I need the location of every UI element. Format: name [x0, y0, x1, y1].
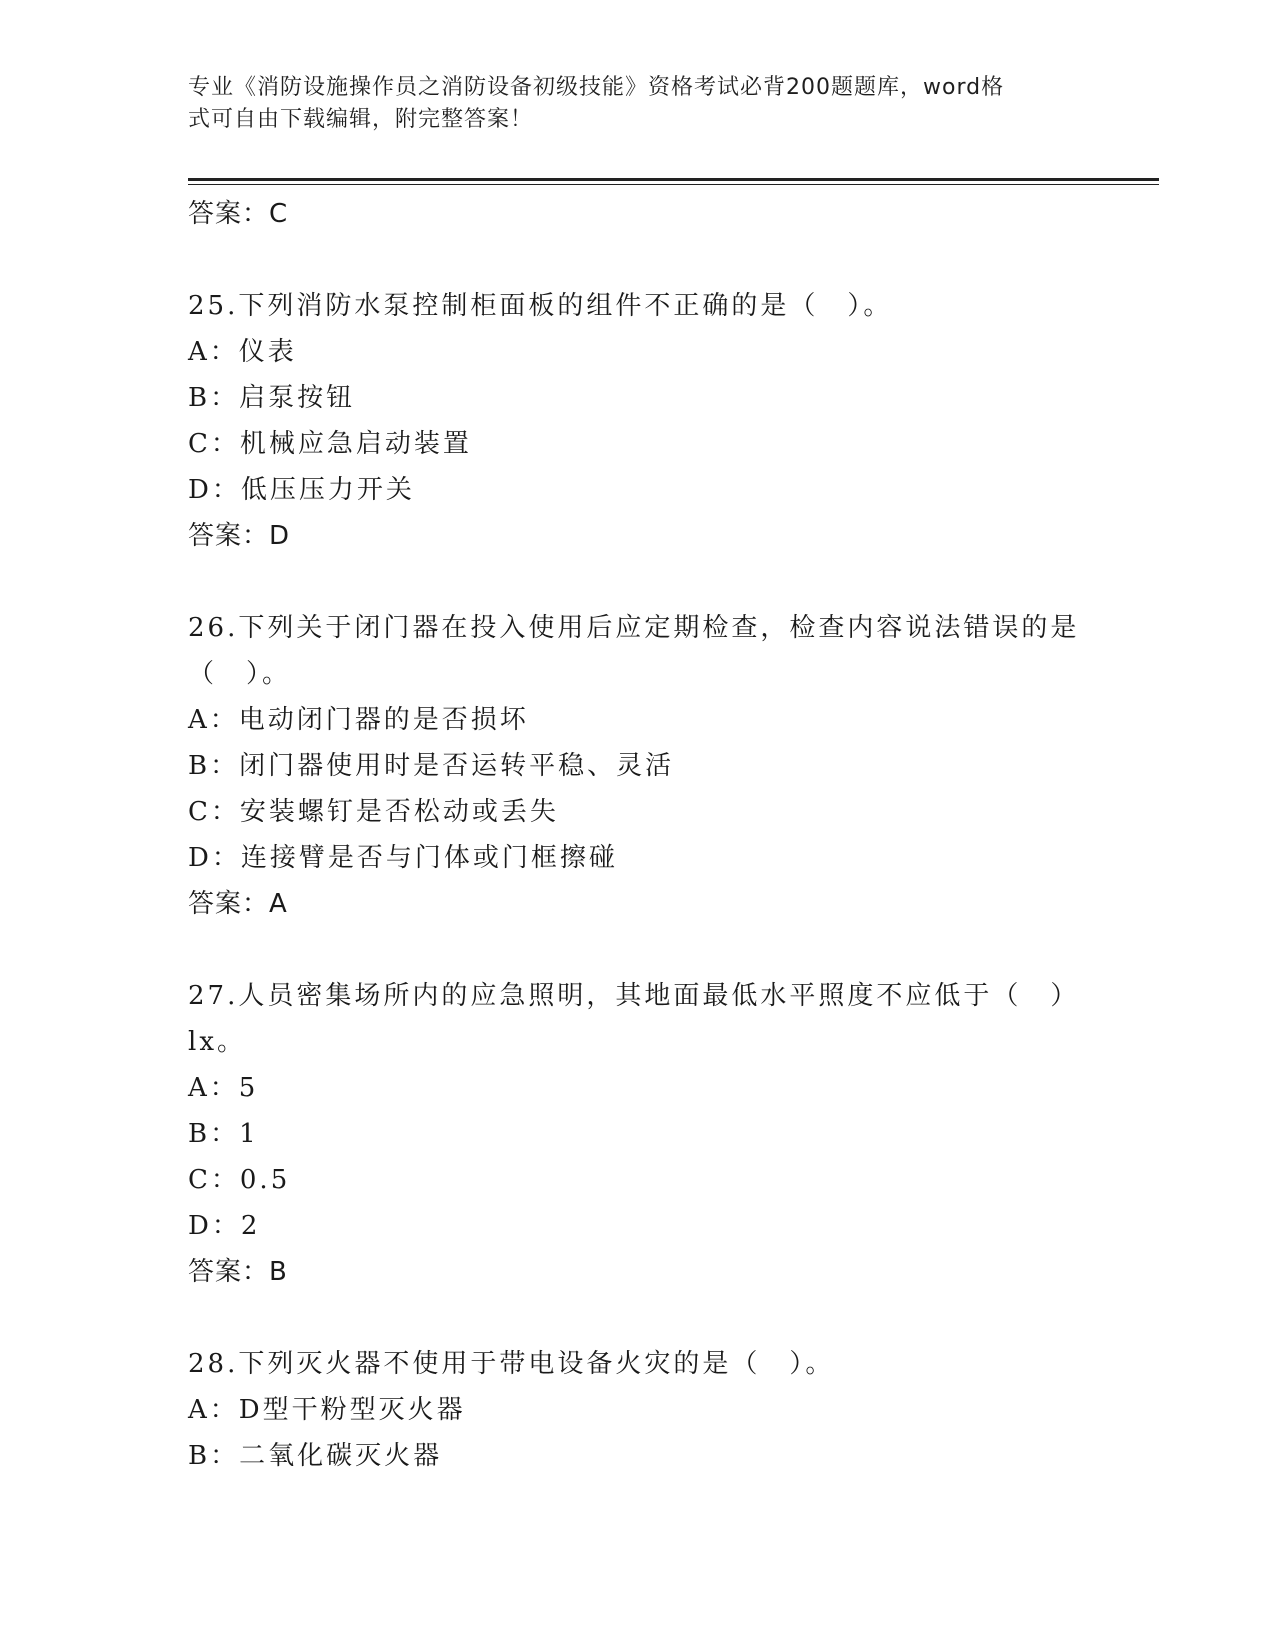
question-26 [188, 605, 1088, 927]
spacer [188, 927, 1088, 973]
answer-line [188, 881, 1088, 927]
answer-label: 答案： [188, 1257, 270, 1287]
answer-value: B [269, 1257, 288, 1287]
answer-value: D [269, 521, 291, 551]
option-a: A：5 [188, 1073, 259, 1103]
answer-value: A [269, 889, 288, 919]
option-b: B：启泵按钮 [188, 383, 356, 413]
option-d: D：低压压力开关 [188, 475, 415, 505]
answer-line [188, 191, 1088, 237]
spacer [188, 559, 1088, 605]
option-b: B：1 [188, 1119, 259, 1149]
header-rule-thin [188, 184, 1159, 185]
document-header [188, 72, 1068, 136]
option-d: D：连接臂是否与门体或门框擦碰 [188, 843, 618, 873]
question-stem-continued: （ ）。 [188, 659, 292, 689]
header-title-line-1: 专业《消防设施操作员之消防设备初级技能》资格考试必背200题题库，word格 [188, 75, 1005, 100]
option-b: B：闭门器使用时是否运转平稳、灵活 [188, 751, 675, 781]
option-b: B：二氧化碳灭火器 [188, 1441, 443, 1471]
header-title-line-2: 式可自由下载编辑，附完整答案！ [188, 107, 534, 132]
answer-value: C [269, 199, 289, 229]
question-stem: 26.下列关于闭门器在投入使用后应定期检查，检查内容说法错误的是 [188, 613, 1080, 643]
option-d: D：2 [188, 1211, 261, 1241]
question-stem: 25.下列消防水泵控制柜面板的组件不正确的是（ ）。 [188, 291, 893, 321]
question-stem-continued: lx。 [188, 1027, 246, 1057]
header-rule-thick [188, 178, 1159, 181]
spacer [188, 237, 1088, 283]
answer-label: 答案： [188, 521, 270, 551]
spacer [188, 1295, 1088, 1341]
answer-label: 答案： [188, 199, 270, 229]
option-c: C：机械应急启动装置 [188, 429, 472, 459]
question-stem: 27.人员密集场所内的应急照明，其地面最低水平照度不应低于（ ） [188, 981, 1080, 1011]
option-a: A：电动闭门器的是否损坏 [188, 705, 529, 735]
question-28 [188, 1341, 1088, 1479]
option-c: C：0.5 [188, 1165, 291, 1195]
question-27 [188, 973, 1088, 1295]
question-list [188, 191, 1088, 1479]
answer-label: 答案： [188, 889, 270, 919]
question-stem: 28.下列灭火器不使用于带电设备火灾的是（ ）。 [188, 1349, 835, 1379]
answer-line [188, 1249, 1088, 1295]
option-c: C：安装螺钉是否松动或丢失 [188, 797, 559, 827]
option-a: A：D型干粉型灭火器 [188, 1395, 466, 1425]
answer-line [188, 513, 1088, 559]
option-a: A：仪表 [188, 337, 297, 367]
question-25 [188, 283, 1088, 559]
